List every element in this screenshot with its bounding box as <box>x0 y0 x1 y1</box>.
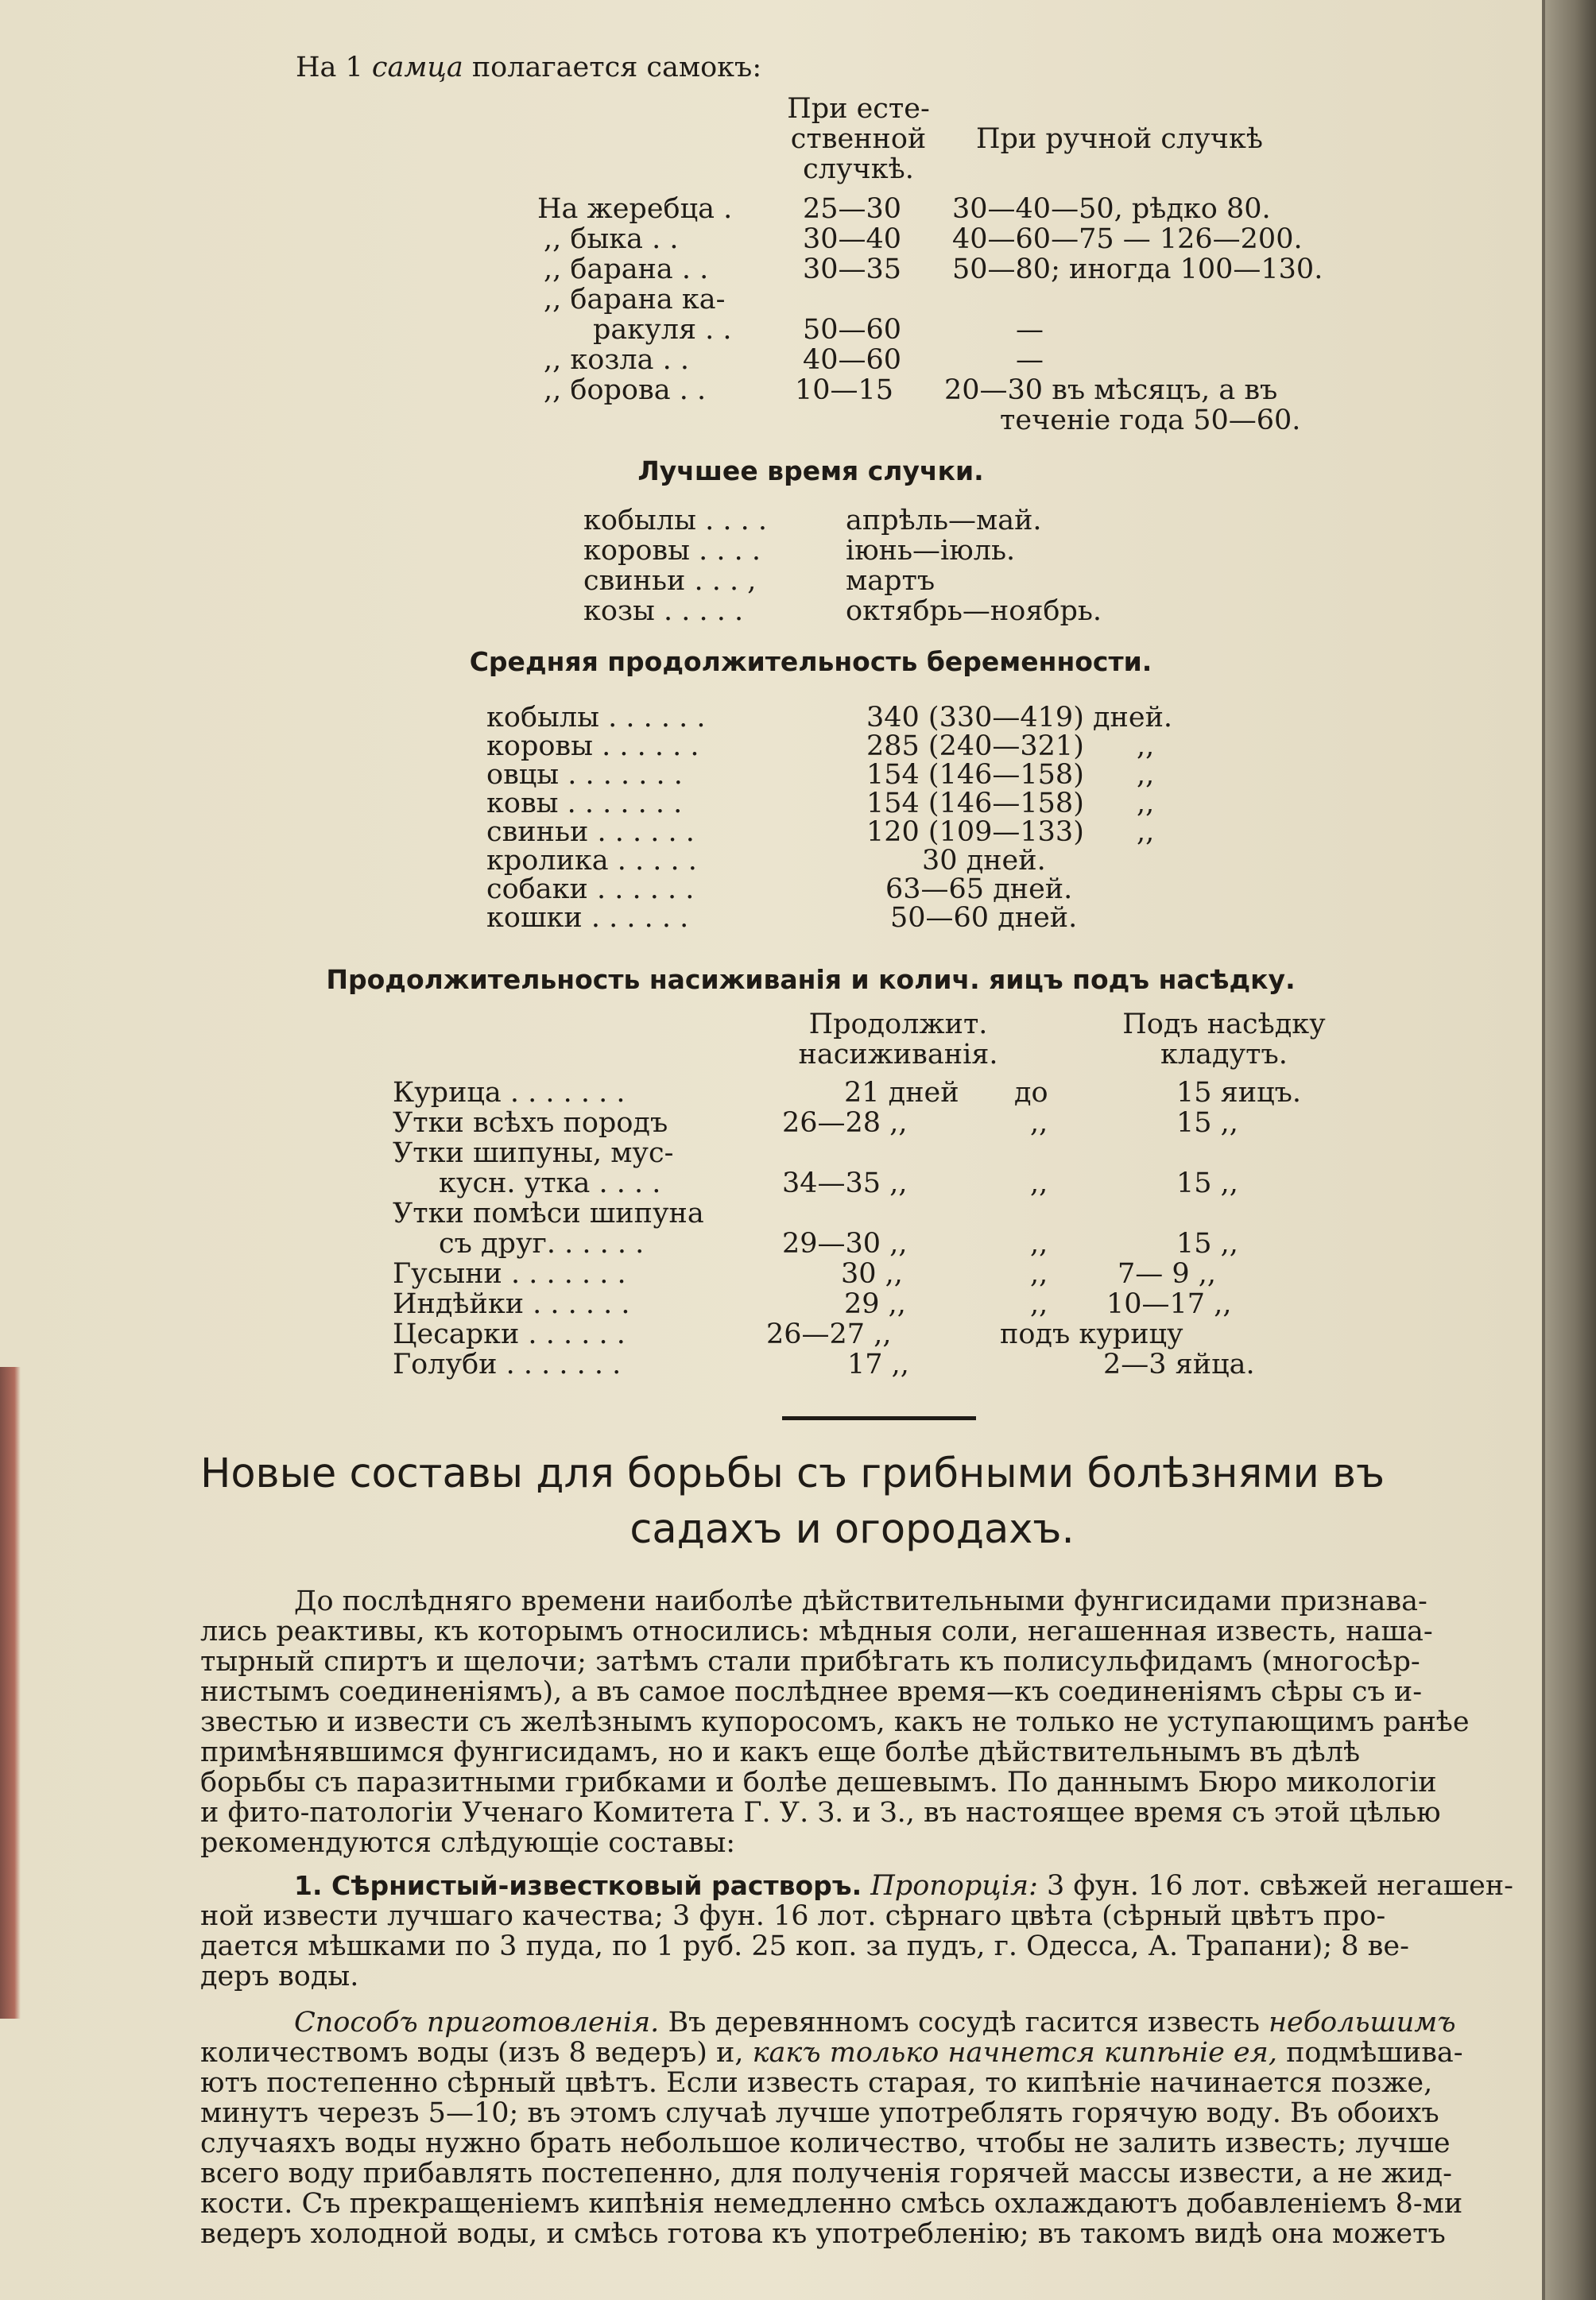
incubation-eggs: 10—17 ,, <box>1106 1288 1232 1320</box>
table1-header-manual: При ручной случкѣ <box>976 123 1263 155</box>
table1-manual: 40—60—75 — 126—200. <box>952 223 1303 255</box>
pregnancy-unit: ,, <box>1137 759 1155 791</box>
incubation-days: 21 дней <box>844 1077 959 1109</box>
incubation-label: Голуби . . . . . . . <box>393 1349 622 1380</box>
pregnancy-label: овцы . . . . . . . <box>486 759 683 791</box>
best-time-label: свиньи . . . , <box>583 565 757 597</box>
best-time-heading: Лучшее время случки. <box>637 455 984 486</box>
incubation-label: Утки помѣси шипуна <box>393 1198 704 1229</box>
incubation-days: 30 ,, <box>841 1258 903 1290</box>
p3-italic: небольшимъ <box>1269 2007 1456 2039</box>
article-p1-line: рекомендуются слѣдующіе составы: <box>200 1827 736 1859</box>
pregnancy-label: кошки . . . . . . <box>486 902 689 934</box>
best-time-label: коровы . . . . <box>583 535 761 567</box>
table1-manual: 30—40—50, рѣдко 80. <box>952 193 1271 225</box>
incubation-eggs: 15 ,, <box>1176 1167 1238 1199</box>
table1-label: ,, барана ка- <box>544 284 726 316</box>
pregnancy-value: 120 (109—133) <box>866 816 1084 848</box>
incubation-label: Индѣйки . . . . . . <box>393 1288 630 1320</box>
incubation-heading: Продолжительность насиживанія и колич. яицъ подъ насѣдку. <box>326 964 1296 995</box>
pregnancy-value: 340 (330—419) дней. <box>866 702 1173 734</box>
p2-first: 3 фун. 16 лот. свѣжей негашен- <box>1037 1870 1513 1902</box>
pregnancy-label: ковы . . . . . . . <box>486 788 683 819</box>
pregnancy-value: 154 (146—158) <box>866 788 1084 819</box>
incubation-eggs: 15 ,, <box>1176 1107 1238 1139</box>
table1-header-natural-2: ственной <box>790 123 927 155</box>
article-p3-line: кости. Съ прекращеніемъ кипѣнія немедленно смѣсь охлаждаютъ добавленіемъ 8-ми <box>200 2188 1463 2220</box>
incubation-eggs: 7— 9 ,, <box>1118 1258 1217 1290</box>
article-p2-first-line <box>294 1871 1513 1901</box>
article-p1-line: и фито-патологіи Ученаго Комитета Г. У. З. и З., въ настоящее время съ этой цѣлью <box>200 1797 1441 1829</box>
incubation-mid: ,, <box>1030 1258 1048 1290</box>
table1-manual: теченіе года 50—60. <box>1000 405 1301 436</box>
incubation-eggs: 2—3 яйца. <box>1103 1349 1255 1380</box>
incubation-label: съ друг. . . . . . <box>439 1228 645 1260</box>
pregnancy-value: 154 (146—158) <box>866 759 1084 791</box>
article-p3-second-line <box>200 2038 1463 2068</box>
incubation-days: 29 ,, <box>844 1288 906 1320</box>
table1-label: ракуля . . <box>593 314 732 346</box>
incubation-col1-line1: Продолжит. <box>808 1009 988 1040</box>
p3-first: Въ деревянномъ сосудѣ гасится известь <box>659 2007 1269 2039</box>
pregnancy-heading: Средняя продолжительность беременности. <box>469 646 1152 677</box>
incubation-label: Цесарки . . . . . . <box>393 1318 626 1350</box>
article-p3-line: минутъ черезъ 5—10; въ этомъ случаѣ лучше употреблять горячую воду. Въ обоихъ <box>200 2097 1439 2129</box>
page-edge-stain <box>0 1367 21 2019</box>
section-divider <box>782 1416 976 1420</box>
table1-label: ,, быка . . <box>544 223 679 255</box>
table1-natural: 10—15 <box>795 374 894 406</box>
table1-natural: 30—40 <box>803 223 902 255</box>
pregnancy-label: кобылы . . . . . . <box>486 702 706 734</box>
incubation-label: Гусыни . . . . . . . <box>393 1258 626 1290</box>
table1-header-natural-3: случкѣ. <box>803 153 914 185</box>
table1-manual: 20—30 въ мѣсяцъ, а въ <box>944 374 1278 406</box>
pregnancy-unit: ,, <box>1137 730 1155 762</box>
incubation-eggs: 15 яицъ. <box>1176 1077 1301 1109</box>
best-time-label: козы . . . . . <box>583 595 744 627</box>
incubation-mid: до <box>1014 1077 1048 1109</box>
incubation-days: 26—27 ,, <box>766 1318 892 1350</box>
best-time-label: кобылы . . . . <box>583 505 767 536</box>
intro-line: На 1 самца полагается самокъ: <box>296 52 762 83</box>
incubation-label: Утки шипуны, мус- <box>393 1137 674 1169</box>
p2-prop: Пропорція: <box>870 1870 1038 1902</box>
incubation-label: Утки всѣхъ породъ <box>393 1107 668 1139</box>
best-time-value: мартъ <box>846 565 936 597</box>
article-p3-line: всего воду прибавлять постепенно, для полученія горячей массы извести, а не жид- <box>200 2158 1452 2190</box>
p2-lead: 1. Сѣрнистый-известковый растворъ. <box>294 1870 862 1901</box>
table1-manual: — <box>1016 314 1044 346</box>
table1-natural: 50—60 <box>803 314 902 346</box>
table1-natural: 30—35 <box>803 254 902 285</box>
table1-manual: — <box>1016 344 1044 376</box>
incubation-mid: ,, <box>1030 1107 1048 1139</box>
pregnancy-value: 30 дней. <box>922 845 1046 877</box>
pregnancy-unit: ,, <box>1137 816 1155 848</box>
best-time-value: іюнь—іюль. <box>846 535 1016 567</box>
table1-label: На жеребца . <box>537 193 733 225</box>
best-time-value: октябрь—ноябрь. <box>846 595 1102 627</box>
pregnancy-unit: ,, <box>1137 788 1155 819</box>
pregnancy-label: коровы . . . . . . <box>486 730 699 762</box>
incubation-col2-line1: Подъ насѣдку <box>1122 1009 1326 1040</box>
incubation-days: 29—30 ,, <box>782 1228 908 1260</box>
article-p3-line: ведеръ холодной воды, и смѣсь готова къ употребленію; въ такомъ видѣ она можетъ <box>200 2218 1446 2250</box>
incubation-label: Курица . . . . . . . <box>393 1077 626 1109</box>
p3-line2b: какъ только начнется кипѣніе ея, <box>752 2037 1277 2069</box>
article-p1-line: примѣнявшимся фунгисидамъ, но и какъ еще болѣе дѣйствительнымъ въ дѣлѣ <box>200 1737 1361 1768</box>
table1-label: ,, борова . . <box>544 374 707 406</box>
table1-label: ,, барана . . <box>544 254 709 285</box>
incubation-days: 26—28 ,, <box>782 1107 908 1139</box>
pregnancy-label: свиньи . . . . . . <box>486 816 695 848</box>
incubation-eggs: 15 ,, <box>1176 1228 1238 1260</box>
incubation-days: 17 ,, <box>847 1349 909 1380</box>
article-title-line2: садахъ и огородахъ. <box>629 1506 1075 1553</box>
article-p1-line: лись реактивы, къ которымъ относились: мѣдныя соли, негашенная известь, наша- <box>200 1616 1433 1648</box>
table1-manual: 50—80; иногда 100—130. <box>952 254 1323 285</box>
incubation-mid: ,, <box>1030 1228 1048 1260</box>
p3-line2a: количествомъ воды (изъ 8 ведеръ) и, <box>200 2037 753 2069</box>
table1-natural: 40—60 <box>803 344 902 376</box>
table1-header-natural-1: При есте- <box>787 93 930 125</box>
article-title-line1: Новые составы для борьбы съ грибными болѣзнями въ <box>200 1450 1385 1497</box>
incubation-days: 34—35 ,, <box>782 1167 908 1199</box>
incubation-mid: ,, <box>1030 1167 1048 1199</box>
p3-lead: Способъ приготовленія. <box>294 2007 660 2039</box>
incubation-col1-line2: насиживанія. <box>798 1039 998 1071</box>
pregnancy-value: 285 (240—321) <box>866 730 1084 762</box>
best-time-value: апрѣль—май. <box>846 505 1042 536</box>
incubation-mid: подъ курицу <box>1000 1318 1183 1350</box>
article-p1-line: тырный спиртъ и щелочи; затѣмъ стали прибѣгать къ полисульфидамъ (многосѣр- <box>200 1646 1420 1678</box>
p3-line2c: подмѣшива- <box>1276 2037 1463 2069</box>
article-p2-line: дается мѣшками по 3 пуда, по 1 руб. 25 коп. за пудъ, г. Одесса, А. Трапани); 8 ве- <box>200 1930 1409 1962</box>
pregnancy-label: собаки . . . . . . <box>486 873 695 905</box>
article-p2-line: деръ воды. <box>200 1961 359 1992</box>
page-gutter <box>1545 0 1596 2300</box>
pregnancy-value: 63—65 дней. <box>885 873 1073 905</box>
article-p3-line: случаяхъ воды нужно брать небольшое количество, чтобы не залить известь; лучше <box>200 2128 1451 2159</box>
article-p1-line: борьбы съ паразитными грибками и болѣе дешевымъ. По даннымъ Бюро микологіи <box>200 1767 1437 1799</box>
incubation-mid: ,, <box>1030 1288 1048 1320</box>
table1-label: ,, козла . . <box>544 344 690 376</box>
incubation-col2-line2: кладутъ. <box>1160 1039 1288 1071</box>
article-p3-line: ютъ постепенно сѣрный цвѣтъ. Если известь старая, то кипѣніе начинается позже, <box>200 2067 1433 2099</box>
article-p1-line: нистымъ соединеніямъ), а въ самое послѣднее время—къ соединеніямъ сѣры съ и- <box>200 1676 1423 1708</box>
article-p1-line: До послѣдняго времени наиболѣе дѣйствительными фунгисидами признава- <box>294 1586 1427 1617</box>
article-p2-line: ной извести лучшаго качества; 3 фун. 16 лот. сѣрнаго цвѣта (сѣрный цвѣтъ про- <box>200 1900 1386 1932</box>
article-p1-line: звестью и извести съ желѣзнымъ купоросомъ, какъ не только не уступающимъ ранѣе <box>200 1706 1470 1738</box>
pregnancy-label: кролика . . . . . <box>486 845 697 877</box>
article-p3-first-line <box>294 2008 1456 2038</box>
table1-natural: 25—30 <box>803 193 902 225</box>
incubation-label: кусн. утка . . . . <box>439 1167 661 1199</box>
pregnancy-value: 50—60 дней. <box>890 902 1078 934</box>
